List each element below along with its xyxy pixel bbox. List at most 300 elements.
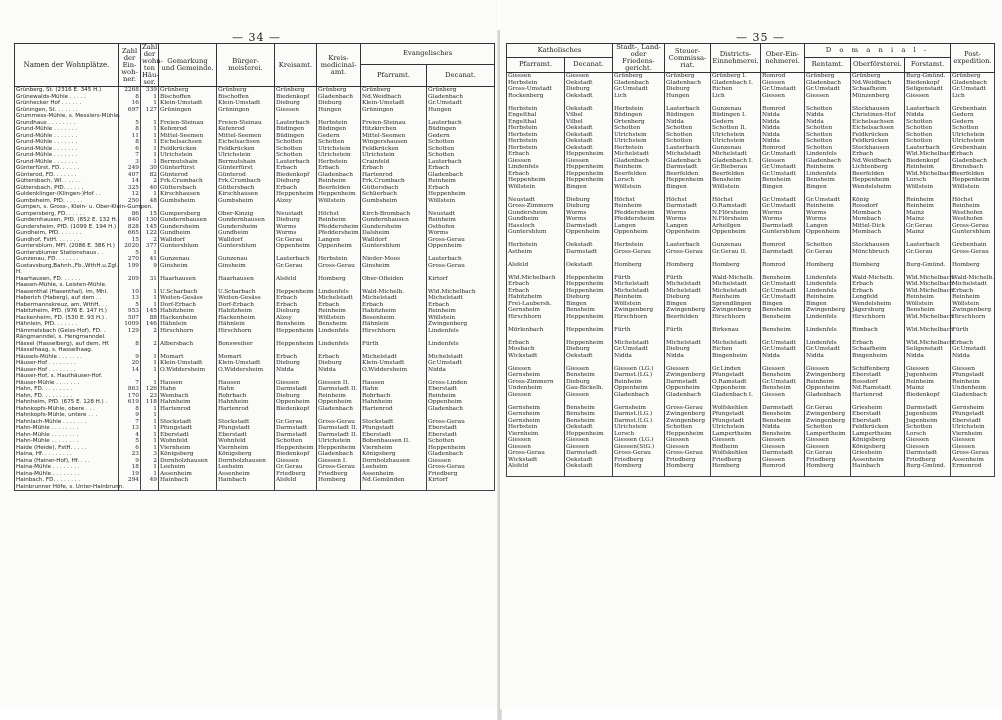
- table-cell: Gr.Umstadt: [761, 281, 805, 288]
- table-cell: Gundheim: [507, 216, 565, 223]
- table-cell: Giessen: [951, 437, 995, 444]
- table-cell: Gladenbach: [665, 158, 711, 165]
- table-cell: Undenheim: [507, 385, 565, 392]
- table-cell: Darmst.(LG.): [613, 372, 665, 379]
- table-cell: Wendelsheim: [851, 301, 905, 308]
- table-cell: [613, 470, 665, 477]
- table-cell: Oekstadt: [565, 457, 613, 464]
- table-cell: Reinheim: [905, 164, 951, 171]
- table-cell: Jägersburg: [851, 307, 905, 314]
- table-cell: Darmstadt: [565, 249, 613, 256]
- table-cell: Giessen: [507, 158, 565, 165]
- table-cell: Schotten II.: [711, 125, 761, 132]
- table-cell: 14: [119, 178, 141, 185]
- table-cell: Gundhof, FstH. . . . . . .: [15, 237, 119, 244]
- table-cell: Heppenheim: [275, 341, 317, 348]
- table-cell: Zwingenberg: [805, 372, 851, 379]
- table-cell: Worms: [565, 210, 613, 217]
- table-cell: Dieburg: [665, 86, 711, 93]
- table-cell: Giessen: [805, 444, 851, 451]
- table-cell: Michelstadt: [665, 281, 711, 288]
- table-cell: Darmstadt II.: [317, 432, 361, 439]
- table-cell: Oekstadt: [565, 242, 613, 249]
- table-cell: Hirschhorn: [951, 314, 995, 321]
- table-cell: Worms: [665, 216, 711, 223]
- table-cell: Giessen: [951, 444, 995, 451]
- table-cell: Ulrichstein: [613, 132, 665, 139]
- table-cell: 1: [141, 126, 159, 133]
- table-cell: Münzenberg: [851, 93, 905, 100]
- table-cell: Höchst: [951, 197, 995, 204]
- table-cell: Nidda: [761, 132, 805, 139]
- table-cell: Pfungstadt: [711, 372, 761, 379]
- table-cell: Friedberg: [665, 457, 711, 464]
- table-cell: Büdingen: [275, 126, 317, 133]
- table-cell: Hungen: [427, 107, 495, 114]
- table-cell: Schotten: [905, 125, 951, 132]
- table-cell: Lindenfels: [507, 164, 565, 171]
- table-cell: Lichtenberg: [851, 164, 905, 171]
- table-cell: Lindenfels: [317, 341, 361, 348]
- table-cell: Reinheim: [613, 294, 665, 301]
- table-cell: Nidda: [665, 119, 711, 126]
- table-cell: Eberstadt: [851, 411, 905, 418]
- table-cell: Nidda: [761, 119, 805, 126]
- table-cell: Nd.Weidbach: [361, 94, 427, 101]
- table-cell: Dieburg: [275, 178, 317, 185]
- table-cell: Darmstadt: [275, 425, 317, 432]
- table-cell: 1: [141, 367, 159, 374]
- table-cell: Hartenrod: [361, 406, 427, 413]
- table-cell: Giessen: [275, 380, 317, 387]
- table-cell: Weiten-Gesäss: [217, 295, 275, 302]
- table-cell: N.Flörsheim: [711, 216, 761, 223]
- table-cell: 1: [141, 354, 159, 361]
- table-cell: Ulrichstein: [951, 132, 995, 139]
- table-cell: Darmstadt: [665, 164, 711, 171]
- table-cell: Heppenheim: [565, 431, 613, 438]
- table-cell: Wald-Michelb.: [952, 274, 995, 281]
- table-cell: Dieburg: [565, 197, 613, 204]
- table-cell: Gross-Gerau: [427, 419, 495, 426]
- table-cell: Pfungstadt: [951, 372, 995, 379]
- table-cell: Darmstadt: [761, 223, 805, 230]
- table-cell: Nidda: [761, 125, 805, 132]
- table-cell: Langen: [613, 223, 665, 230]
- table-cell: Reinheim: [905, 197, 951, 204]
- table-cell: Zwingenberg: [665, 418, 711, 425]
- table-cell: Erbach: [507, 151, 565, 158]
- table-cell: Gedern: [951, 119, 995, 126]
- table-cell: Zwingenberg: [805, 411, 851, 418]
- table-cell: Feldkrücken: [361, 146, 427, 153]
- table-cell: Gladenbach I.: [711, 80, 761, 87]
- table-cell: Heppenheim: [565, 327, 613, 334]
- table-cell: Grünhecker Hof . . . . . .: [15, 100, 119, 107]
- table-cell: Rodheim: [711, 444, 761, 451]
- table-cell: Giessen: [905, 366, 951, 373]
- table-cell: Richen: [711, 346, 761, 353]
- table-cell: [507, 470, 565, 477]
- table-cell: Lindenfels: [805, 281, 851, 288]
- table-cell: Gladenbach: [613, 80, 665, 87]
- table-cell: 8: [119, 341, 141, 348]
- table-cell: Gross-Umstadt: [507, 86, 565, 93]
- table-cell: Gunzenau, FD. . . . . . .: [15, 256, 119, 263]
- table-cell: Herbstein: [507, 145, 565, 152]
- table-cell: Ginsheim: [217, 263, 275, 270]
- table-cell: Zwingenberg: [665, 411, 711, 418]
- table-cell: Rossdorf: [851, 203, 905, 210]
- table-cell: Oppenheim: [711, 229, 761, 236]
- table-cell: Gr.Umstadt: [951, 86, 995, 93]
- table-cell: Erbach: [361, 165, 427, 172]
- table-cell: 15: [141, 211, 159, 218]
- table-cell: Gr.Gerau: [275, 464, 317, 471]
- header-steuer: Steuer- Commissa- riat.: [665, 44, 711, 73]
- table-cell: Güttersbach: [361, 185, 427, 192]
- table-cell: Haasenthal (Hasenthal), im, Mhl.: [15, 289, 119, 296]
- table-cell: 7: [119, 380, 141, 387]
- table-cell: Giessen: [565, 392, 613, 399]
- table-cell: Gumpersberg: [159, 211, 217, 218]
- table-cell: [565, 470, 613, 477]
- table-cell: Giessen: [507, 444, 565, 451]
- table-cell: Giessen: [805, 437, 851, 444]
- table-cell: Eichelsachsen: [851, 119, 905, 126]
- table-cell: Gundernhausen: [159, 217, 217, 224]
- table-cell: Gr.Umstadt: [761, 151, 805, 158]
- table-cell: Leeheim: [217, 464, 275, 471]
- table-cell: Schotten: [805, 125, 851, 132]
- table-cell: Pfeddersheim: [318, 223, 359, 230]
- table-cell: Herbstein: [317, 120, 361, 127]
- table-cell: Fürth: [665, 327, 711, 334]
- table-row: [507, 73, 995, 80]
- table-cell: Büdingen: [613, 112, 665, 119]
- table-row: [15, 484, 495, 491]
- table-cell: Grund-Mühle . . . . . . .: [15, 139, 119, 146]
- table-cell: Giessen: [565, 73, 613, 80]
- table-cell: 1: [141, 380, 159, 387]
- table-cell: Feldkrücken: [159, 146, 217, 153]
- table-cell: Worms: [665, 210, 711, 217]
- table-cell: 86: [119, 211, 141, 218]
- table-cell: [805, 470, 851, 477]
- table-cell: Gladenbach: [427, 94, 495, 101]
- header-einwohner: Zahl der Ein- woh- ner.: [119, 44, 141, 87]
- table-cell: Feldkrücken: [851, 132, 905, 139]
- table-cell: Dieburg: [565, 86, 613, 93]
- table-cell: Lauterbach: [665, 242, 711, 249]
- table-cell: Hirschhorn: [159, 328, 217, 335]
- header-name: Namen der Wohnplätze.: [15, 44, 119, 87]
- table-cell: Richen: [711, 86, 761, 93]
- table-cell: Reinheim: [951, 379, 995, 386]
- table-cell: Guntersblumer Stationshaus . .: [15, 250, 119, 257]
- table-cell: Oppenheim: [317, 243, 361, 250]
- table-cell: Langen: [665, 223, 711, 230]
- table-cell: Hirschhorn: [361, 328, 427, 335]
- table-cell: Michelstadt: [317, 295, 361, 302]
- table-cell: Giessen: [711, 437, 761, 444]
- table-cell: 20: [119, 360, 141, 367]
- table-cell: Gladenbach: [427, 451, 495, 458]
- table-cell: Nidda: [805, 353, 851, 360]
- table-cell: Gr.Gerau II.: [711, 249, 761, 256]
- table-cell: Nidda: [951, 353, 995, 360]
- table-cell: Grünberg: [951, 73, 995, 80]
- table-cell: Stockhausen: [851, 145, 905, 152]
- table-cell: Kirtorf: [427, 276, 495, 283]
- table-cell: Mainz: [905, 216, 951, 223]
- header-katholisches: Katholisches: [507, 44, 613, 58]
- table-cell: Schotten: [427, 438, 495, 445]
- table-cell: Wolfskehlen: [711, 405, 761, 412]
- table-cell: Gundersheim: [507, 210, 565, 217]
- table-cell: Reinheim: [317, 178, 361, 185]
- table-cell: Darmstadt: [665, 203, 711, 210]
- table-cell: H.: [15, 269, 119, 276]
- table-cell: Hainbach: [159, 477, 217, 484]
- table-cell: Burg-Gmünd.: [905, 463, 951, 470]
- table-cell: Giessen: [565, 444, 613, 451]
- table-cell: Erbach: [361, 302, 427, 309]
- table-cell: Gladenbach: [427, 172, 495, 179]
- table-cell: Oppenheim: [665, 229, 711, 236]
- table-cell: Wld.Michelbach: [906, 170, 954, 177]
- table-cell: Nidda: [427, 367, 495, 374]
- table-cell: Frk.Crumbach: [159, 178, 217, 185]
- table-cell: Büdingen: [665, 112, 711, 119]
- table-cell: Erbach: [427, 165, 495, 172]
- table-cell: Schotten: [665, 125, 711, 132]
- table-cell: Gladenbach I.: [711, 158, 761, 165]
- table-cell: Walldorf: [159, 237, 217, 244]
- table-row: [15, 87, 495, 94]
- table-cell: Hartenrod: [361, 172, 427, 179]
- table-cell: Vilbel: [565, 119, 613, 126]
- table-cell: Hackenheim: [217, 315, 275, 322]
- table-cell: Königsberg: [159, 451, 217, 458]
- table-cell: Guntersblum: [361, 243, 427, 250]
- table-cell: Lindenfels: [805, 171, 851, 178]
- table-cell: Gundheim, PfD. . . . . . .: [15, 230, 119, 237]
- table-cell: Grünberg: [427, 87, 495, 94]
- table-cell: Oppenheim: [805, 229, 851, 236]
- table-cell: Mainz: [905, 385, 951, 392]
- table-cell: Worms: [805, 210, 851, 217]
- table-cell: Gross-Zimmern: [507, 203, 565, 210]
- table-cell: Reinheim: [427, 308, 495, 315]
- table-cell: Gr.Umstadt: [805, 86, 851, 93]
- table-cell: Lampertheim: [851, 431, 905, 438]
- table-cell: Rängmanndel, s. Hengmanndel.: [15, 334, 119, 341]
- table-cell: Wöllstein: [905, 184, 951, 191]
- table-cell: Reinheim: [905, 379, 951, 386]
- table-cell: Giessen: [905, 93, 951, 100]
- table-cell: Gedern: [317, 133, 361, 140]
- left-table-body: [15, 87, 495, 491]
- table-cell: Gr.Gerau: [905, 223, 951, 230]
- table-cell: 294: [119, 477, 141, 484]
- table-cell: Ulrichstein: [711, 138, 761, 145]
- table-cell: 1: [141, 406, 159, 413]
- table-cell: 82: [141, 172, 159, 179]
- table-cell: Ulrichstein: [711, 424, 761, 431]
- table-cell: Friedberg: [317, 471, 361, 478]
- table-cell: Hahn, FD. . . . . . . . .: [15, 386, 119, 393]
- table-cell: Lauterbach: [427, 256, 495, 263]
- table-cell: 1: [141, 120, 159, 127]
- table-cell: Gr.Umstadt: [761, 346, 805, 353]
- table-cell: Gladenbach: [805, 392, 851, 399]
- table-cell: 127: [141, 107, 159, 114]
- table-cell: Ober-Ofleiden: [361, 276, 427, 283]
- table-cell: 1: [141, 471, 159, 478]
- table-cell: Gundheim: [217, 230, 275, 237]
- table-cell: Hämmelsbach (Geiss-Hof), FD. .: [15, 328, 119, 335]
- table-cell: Giessen: [761, 444, 805, 451]
- table-cell: Gladenbach: [613, 158, 665, 165]
- table-cell: 1: [141, 152, 159, 159]
- table-cell: 49: [141, 477, 159, 484]
- table-cell: Schotten: [805, 424, 851, 431]
- table-cell: Nidda: [761, 424, 805, 431]
- table-cell: Bingen: [805, 184, 851, 191]
- table-cell: Dorf-Erbach: [217, 302, 275, 309]
- table-cell: Heppenheim: [565, 275, 613, 282]
- table-cell: Westhofen: [951, 216, 995, 223]
- table-cell: Lindenfels: [805, 151, 851, 158]
- table-cell: Heppenheim: [665, 177, 711, 184]
- table-cell: Giessen: [805, 93, 851, 100]
- table-cell: Sprendlingen: [711, 301, 761, 308]
- table-cell: Neustadt: [275, 211, 317, 218]
- table-cell: 14: [119, 367, 141, 374]
- table-cell: Alsfeld: [275, 477, 317, 484]
- table-cell: Brensbach: [951, 164, 995, 171]
- header-rentamt: Rentamt.: [805, 57, 851, 72]
- table-cell: Homberg: [805, 463, 851, 470]
- table-cell: Gross-Zimmern: [507, 379, 565, 386]
- table-cell: Gr.Umstadt: [427, 100, 495, 107]
- table-cell: Herbstein: [507, 125, 565, 132]
- table-cell: Bischoffen: [217, 94, 275, 101]
- table-cell: 1: [141, 419, 159, 426]
- table-cell: Lampertheim: [805, 431, 851, 438]
- table-cell: Haberich (Haberg), auf dem . .: [15, 295, 119, 302]
- table-cell: Wickstadt: [507, 353, 565, 360]
- table-cell: 863: [119, 386, 141, 393]
- table-cell: Grund-Mühle . . . . . . .: [15, 126, 119, 133]
- table-cell: [317, 484, 361, 491]
- table-cell: Höchst: [317, 211, 361, 218]
- table-cell: Giessen: [761, 392, 805, 399]
- table-cell: Walldorf: [361, 237, 427, 244]
- table-cell: 2: [141, 328, 159, 335]
- table-cell: Herbstein: [613, 242, 665, 249]
- table-cell: Walldorf: [217, 237, 275, 244]
- table-cell: Bensheim: [905, 307, 951, 314]
- table-cell: Hainbach: [851, 463, 905, 470]
- header-kreisamt: Kreisamt.: [275, 44, 317, 87]
- table-cell: Gr.Linden: [711, 366, 761, 373]
- table-cell: Gross-Gerau: [507, 450, 565, 457]
- table-cell: Ulrichstein: [217, 152, 275, 159]
- table-cell: Gernsheim: [507, 307, 565, 314]
- table-cell: Gr.Umstadt: [613, 346, 665, 353]
- table-cell: Oppenheim: [665, 385, 711, 392]
- table-cell: Gr.Gerau: [805, 450, 851, 457]
- table-cell: Heppenheim: [275, 289, 317, 296]
- table-cell: Oekstadt: [565, 80, 613, 87]
- table-cell: Giessen: [565, 158, 613, 165]
- table-cell: 30: [141, 165, 159, 172]
- table-cell: Gumpersberg, FD. . . . . .: [15, 211, 119, 218]
- table-cell: Habitzheim: [217, 308, 275, 315]
- table-cell: Reinheim: [951, 294, 995, 301]
- table-cell: Grünberg: [275, 87, 317, 94]
- table-cell: Herbstein: [507, 424, 565, 431]
- table-cell: Hahnheim: [159, 399, 217, 406]
- header-pfarramt: Pfarramt.: [361, 64, 427, 86]
- table-cell: Klein-Umstadt: [217, 100, 275, 107]
- header-domanial: D o m a n i a l -: [805, 44, 951, 58]
- table-cell: 129: [119, 328, 141, 335]
- table-cell: Fürth: [665, 275, 711, 282]
- table-cell: Gr.Gerau: [805, 405, 851, 412]
- table-cell: Gr.Umstadt: [613, 86, 665, 93]
- table-cell: Freien-Steinau: [159, 120, 217, 127]
- table-cell: 88: [141, 315, 159, 322]
- table-cell: 31: [141, 276, 159, 283]
- table-cell: Darmstadt: [761, 450, 805, 457]
- table-cell: Heppenheim: [565, 281, 613, 288]
- table-cell: Reinheim: [613, 203, 665, 210]
- table-cell: Herbstein: [613, 145, 665, 152]
- table-cell: Homberg: [805, 262, 851, 269]
- table-cell: Hahn-Mühle . . . . . . . .: [15, 438, 119, 445]
- table-cell: Gunzenau: [711, 145, 761, 152]
- table-cell: Erbach: [275, 295, 317, 302]
- table-cell: 2: [141, 458, 159, 465]
- table-cell: Alsfeld: [507, 463, 565, 470]
- table-cell: Ober-Kinzig: [217, 211, 275, 218]
- table-cell: Reinheim: [951, 203, 995, 210]
- table-cell: Hirschhorn: [851, 314, 905, 321]
- table-cell: Guntersblum: [507, 229, 565, 236]
- table-cell: Grund-Mühle . . . . . . .: [15, 133, 119, 140]
- table-cell: Reinheim: [613, 379, 665, 386]
- table-cell: Schotten: [805, 145, 851, 152]
- table-cell: Hahnheim: [361, 399, 427, 406]
- table-cell: Wald-Michelb.: [361, 289, 427, 296]
- table-cell: 828: [119, 224, 141, 231]
- table-cell: Giessen: [761, 80, 805, 87]
- table-cell: Schotten: [905, 119, 951, 126]
- table-cell: Bensheim: [761, 275, 805, 282]
- table-cell: Bensheim: [761, 307, 805, 314]
- table-cell: Lich: [613, 93, 665, 100]
- table-cell: 407: [119, 172, 141, 179]
- table-cell: Rimbach: [851, 327, 905, 334]
- table-cell: Gr.Umstadt: [761, 86, 805, 93]
- table-cell: Wickstadt: [507, 457, 565, 464]
- table-cell: Gladenbach I.: [711, 392, 761, 399]
- table-cell: Gumpen, s. Gross-, Klein- u. Ober-Klein-Gumpen.: [16, 204, 153, 210]
- table-cell: Schotten: [805, 242, 851, 249]
